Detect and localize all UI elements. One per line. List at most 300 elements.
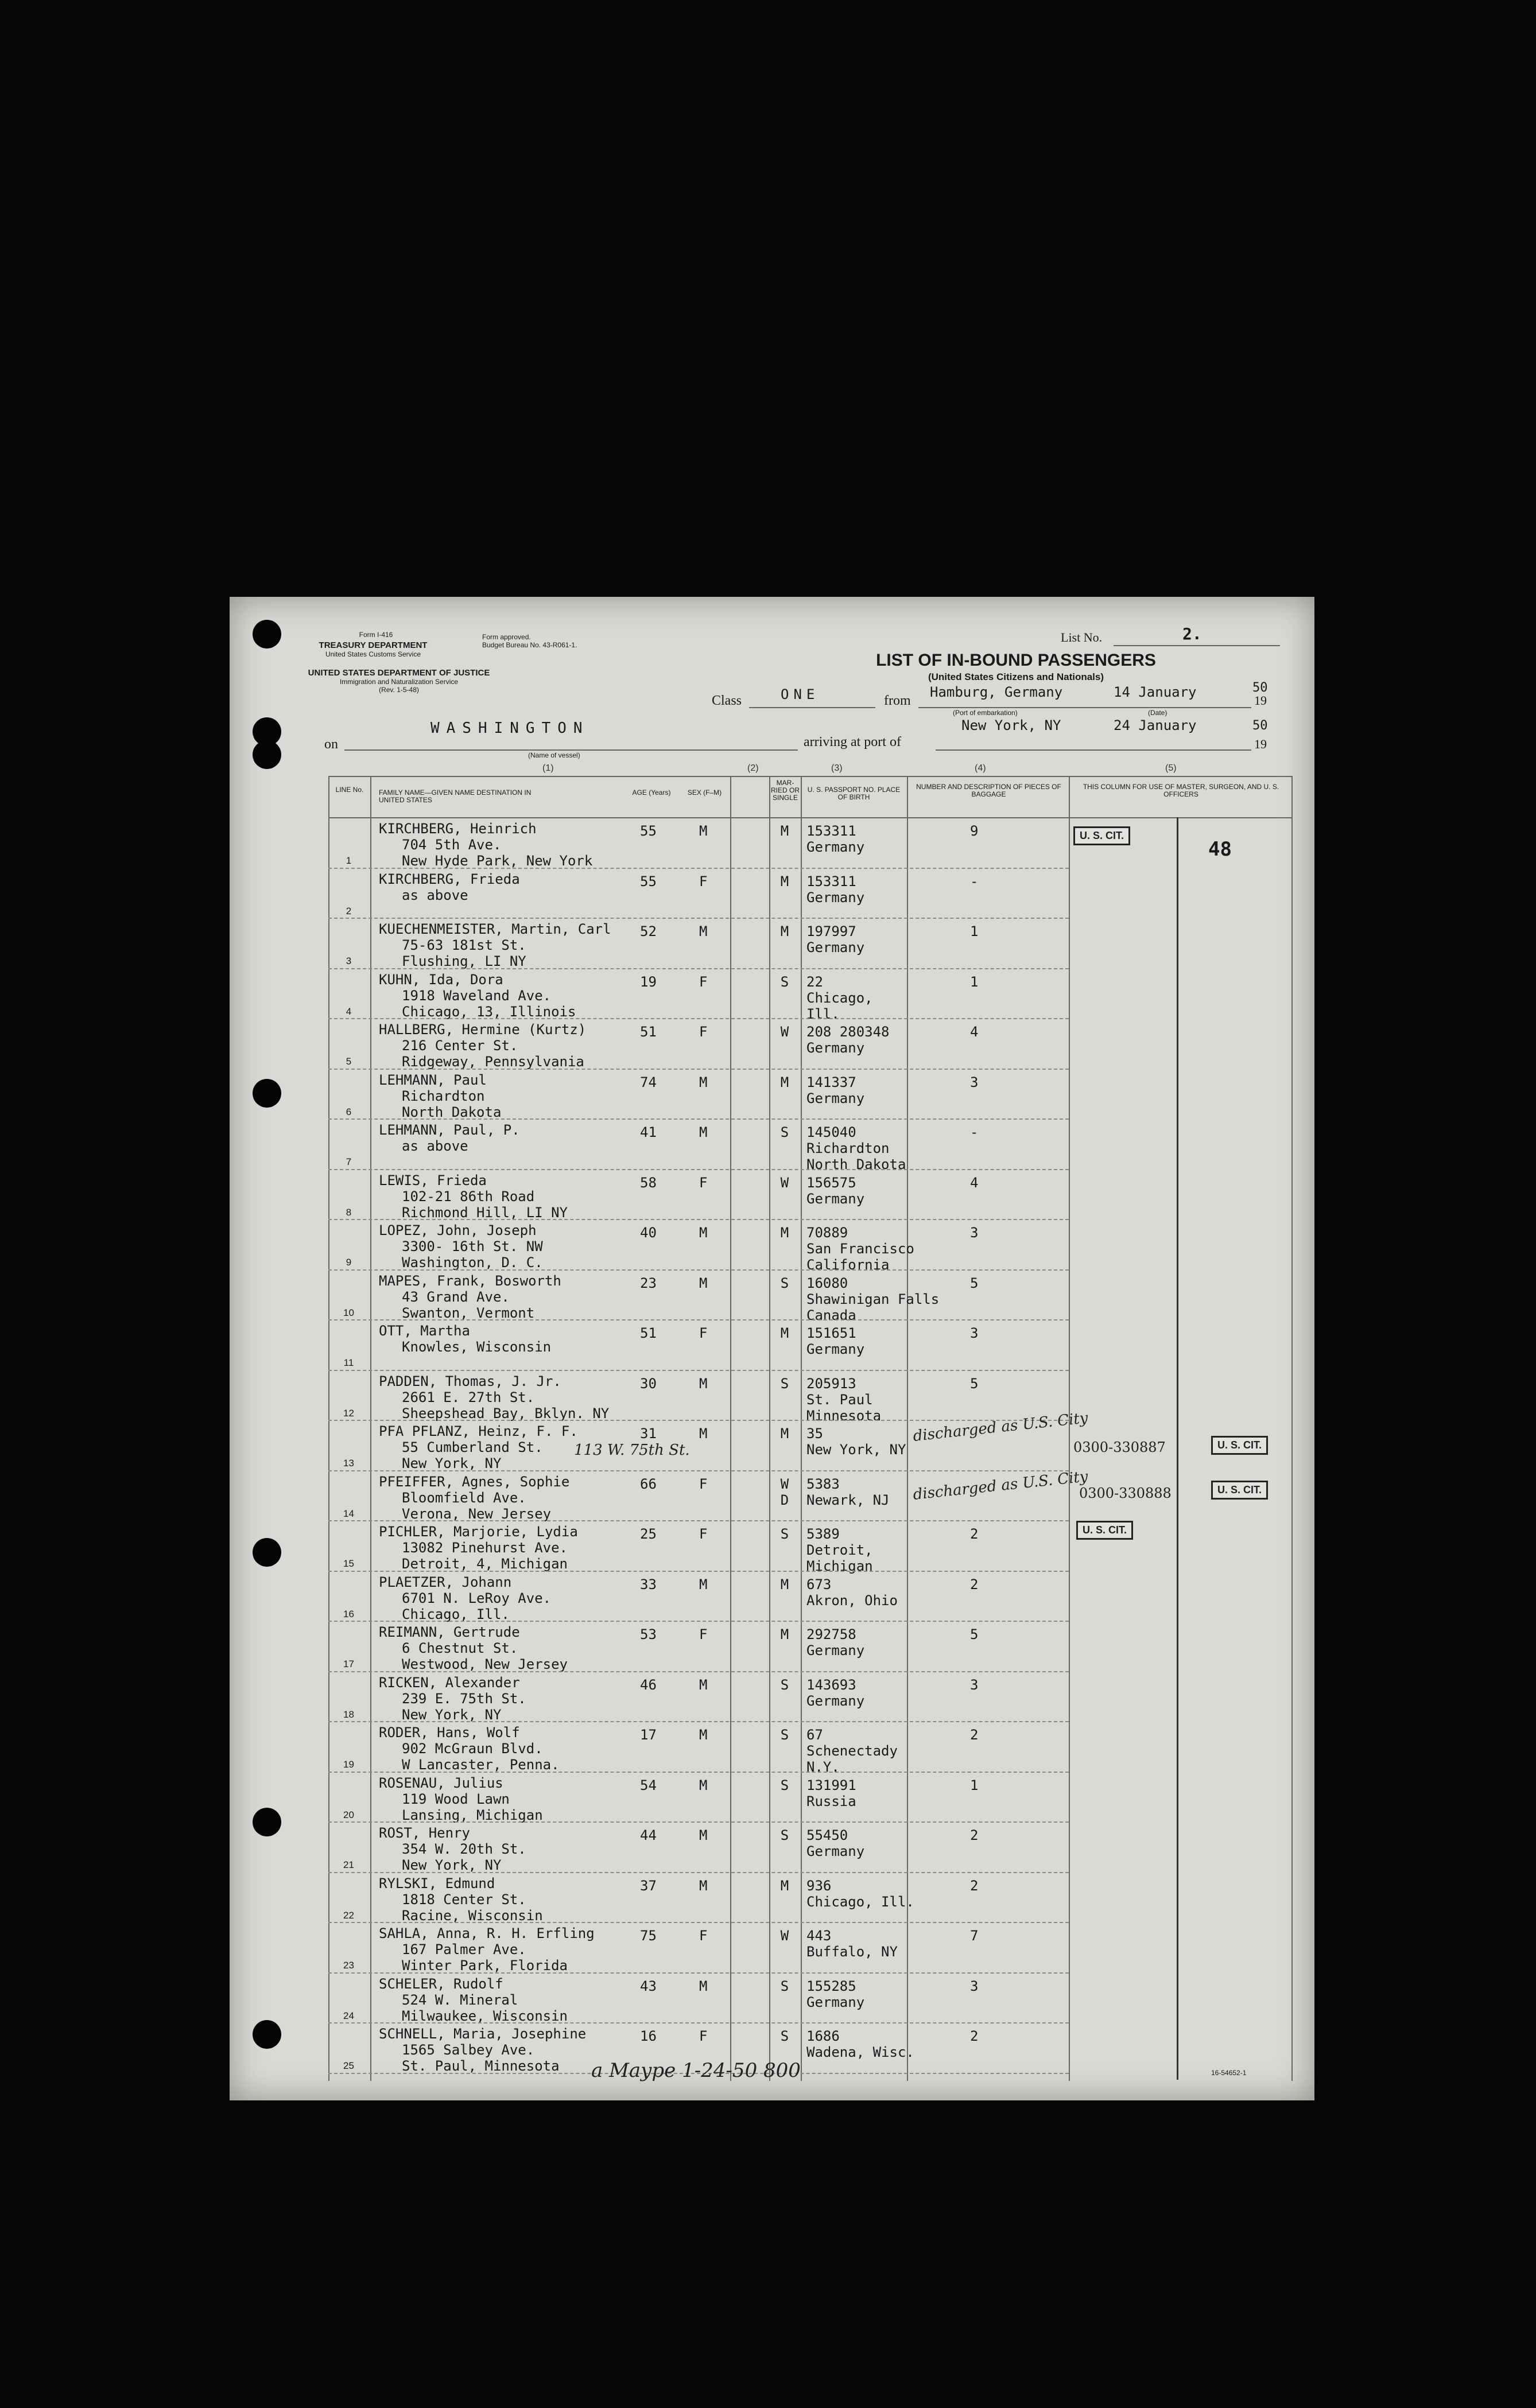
passenger-name: KUHN, Ida, Dora bbox=[379, 971, 503, 988]
header-name: FAMILY NAME—GIVEN NAME DESTINATION IN UNITED STATES bbox=[379, 789, 532, 804]
col-rule bbox=[801, 776, 802, 2081]
file-number-1: 0300-330887 bbox=[1073, 1439, 1166, 1455]
col-rule bbox=[370, 776, 371, 2081]
destination-line: 3300- 16th St. NW bbox=[402, 1238, 543, 1255]
baggage-count: 5 bbox=[970, 1375, 979, 1392]
marital-status: M bbox=[780, 923, 789, 939]
col-rule bbox=[1291, 776, 1293, 2081]
baggage-count: 3 bbox=[970, 1978, 979, 1994]
baggage-count: 7 bbox=[970, 1928, 979, 1944]
line-number: 17 bbox=[343, 1659, 354, 1669]
row-divider bbox=[328, 868, 1069, 869]
destination-line: North Dakota bbox=[402, 1104, 502, 1120]
row-divider bbox=[328, 1069, 1069, 1070]
destination-line: as above bbox=[402, 887, 468, 903]
passport-number: 151651 bbox=[806, 1325, 856, 1341]
marital-status: W bbox=[780, 1174, 789, 1191]
row-divider bbox=[328, 1319, 1069, 1320]
baggage-count: 3 bbox=[970, 1325, 979, 1341]
sex: F bbox=[699, 1928, 708, 1944]
row-divider bbox=[328, 1821, 1069, 1823]
place-of-birth: Germany bbox=[806, 939, 865, 956]
age: 23 bbox=[640, 1275, 657, 1291]
destination-line: St. Paul, Minnesota bbox=[402, 2058, 560, 2074]
destination-line: 2661 E. 27th St. bbox=[402, 1389, 535, 1405]
destination-line: 1918 Waveland Ave. bbox=[402, 987, 552, 1004]
passenger-name: PICHLER, Marjorie, Lydia bbox=[379, 1524, 578, 1540]
marital-status: W D bbox=[780, 1475, 789, 1508]
destination-line: Richardton bbox=[402, 1088, 485, 1104]
file-number-2: 0300-330888 bbox=[1079, 1485, 1172, 1501]
sex: F bbox=[699, 973, 708, 990]
place-of-birth: Detroit, bbox=[806, 1542, 873, 1558]
baggage-count: 3 bbox=[970, 1676, 979, 1693]
passenger-name: SCHELER, Rudolf bbox=[379, 1975, 503, 1992]
place-of-birth: Buffalo, NY bbox=[806, 1944, 898, 1960]
place-of-birth: Germany bbox=[806, 1190, 865, 1207]
row-divider bbox=[328, 1219, 1069, 1220]
destination-line: 239 E. 75th St. bbox=[402, 1690, 526, 1707]
marital-status: S bbox=[780, 1777, 789, 1793]
header-line-no: LINE No. bbox=[335, 786, 364, 794]
baggage-count: 2 bbox=[970, 1827, 979, 1843]
line-number: 18 bbox=[343, 1708, 354, 1720]
sex: F bbox=[699, 1475, 708, 1492]
passport-number: 197997 bbox=[806, 923, 856, 939]
age: 55 bbox=[640, 873, 657, 890]
passenger-name: KIRCHBERG, Frieda bbox=[379, 871, 520, 887]
on-label: on bbox=[324, 737, 338, 752]
destination-line: Bloomfield Ave. bbox=[402, 1489, 526, 1506]
sex: F bbox=[699, 1526, 708, 1542]
line-number: 1 bbox=[346, 855, 352, 866]
place-of-birth: Germany bbox=[806, 839, 865, 855]
date-caption: (Date) bbox=[1148, 709, 1167, 717]
baggage-count: 2 bbox=[970, 2028, 979, 2044]
baggage-count: 1 bbox=[970, 973, 979, 990]
place-of-birth: Germany bbox=[806, 1642, 865, 1659]
marital-status: M bbox=[780, 873, 789, 890]
age: 51 bbox=[640, 1024, 657, 1040]
baggage-count: 2 bbox=[970, 1526, 979, 1542]
col-rule bbox=[769, 776, 770, 2081]
arrival-port: New York, NY bbox=[961, 717, 1061, 733]
passenger-name: PADDEN, Thomas, J. Jr. bbox=[379, 1373, 561, 1389]
treasury-department: TREASURY DEPARTMENT bbox=[319, 640, 428, 650]
list-no-rule bbox=[1114, 645, 1280, 646]
place-of-birth: Russia bbox=[806, 1793, 856, 1809]
line-number: 15 bbox=[343, 1558, 354, 1569]
baggage-count: 2 bbox=[970, 1576, 979, 1593]
passenger-name: LEWIS, Frieda bbox=[379, 1172, 487, 1189]
destination-line: New York, NY bbox=[402, 1706, 502, 1723]
passenger-name: PLAETZER, Johann bbox=[379, 1574, 512, 1590]
destination-line: 13082 Pinehurst Ave. bbox=[402, 1540, 568, 1556]
handwritten-discharged-2: discharged as U.S. City bbox=[912, 1468, 1089, 1504]
list-no-label: List No. bbox=[1061, 630, 1103, 644]
place-of-birth: Wadena, Wisc. bbox=[806, 2044, 914, 2060]
handwritten-address: 113 W. 75th St. bbox=[574, 1442, 690, 1459]
handwritten-signature-note: a Maype 1-24-50 800 bbox=[591, 2059, 801, 2082]
passenger-name: RYLSKI, Edmund bbox=[379, 1875, 495, 1892]
line-number: 23 bbox=[343, 1960, 354, 1971]
place-of-birth: Canada bbox=[806, 1307, 856, 1323]
marital-status: S bbox=[780, 1978, 789, 1994]
marital-status: M bbox=[780, 1074, 789, 1090]
destination-line: 1565 Salbey Ave. bbox=[402, 2042, 535, 2058]
us-cit-stamp: U. S. CIT. bbox=[1073, 826, 1130, 845]
line-number: 24 bbox=[343, 2010, 354, 2021]
passenger-name: SAHLA, Anna, R. H. Erfling bbox=[379, 1925, 595, 1941]
age: 25 bbox=[640, 1526, 657, 1542]
passport-number: 155285 bbox=[806, 1978, 856, 1994]
destination-line: 167 Palmer Ave. bbox=[402, 1941, 526, 1958]
sex: M bbox=[699, 1375, 708, 1392]
sex: M bbox=[699, 1827, 708, 1843]
place-of-birth: Germany bbox=[806, 1994, 865, 2010]
place-of-birth: Germany bbox=[806, 1843, 865, 1859]
row-divider bbox=[328, 1621, 1069, 1622]
class-label: Class bbox=[712, 693, 742, 708]
sex: F bbox=[699, 2028, 708, 2044]
destination-line: Winter Park, Florida bbox=[402, 1958, 568, 1974]
marital-status: M bbox=[780, 1877, 789, 1894]
port-embarkation-caption: (Port of embarkation) bbox=[953, 709, 1018, 717]
table-header-rule bbox=[328, 817, 1293, 818]
passport-number: 205913 bbox=[806, 1375, 856, 1392]
destination-line: 902 McGraun Blvd. bbox=[402, 1741, 543, 1757]
marital-status: S bbox=[780, 1526, 789, 1542]
baggage-count: - bbox=[970, 1124, 979, 1140]
age: 74 bbox=[640, 1074, 657, 1090]
passenger-name: LOPEZ, John, Joseph bbox=[379, 1222, 537, 1238]
sex: M bbox=[699, 1676, 708, 1693]
place-of-birth: Chicago, Ill. bbox=[806, 1893, 914, 1910]
line-number: 10 bbox=[343, 1307, 354, 1318]
line-number: 4 bbox=[346, 1005, 352, 1017]
marital-status: M bbox=[780, 1325, 789, 1341]
passenger-name: RODER, Hans, Wolf bbox=[379, 1725, 520, 1741]
line-number: 21 bbox=[343, 1859, 354, 1870]
age: 16 bbox=[640, 2028, 657, 2044]
line-number: 6 bbox=[346, 1106, 352, 1117]
row-divider bbox=[328, 1118, 1069, 1120]
passenger-name: HALLBERG, Hermine (Kurtz) bbox=[379, 1022, 587, 1038]
place-of-birth: New York, NY bbox=[806, 1442, 906, 1458]
passenger-name: KIRCHBERG, Heinrich bbox=[379, 821, 537, 837]
passport-number: 153311 bbox=[806, 873, 856, 890]
punch-hole bbox=[253, 1079, 281, 1108]
place-of-birth: N.Y. bbox=[806, 1759, 840, 1775]
marital-status: S bbox=[780, 2028, 789, 2044]
header-passport: U. S. PASSPORT NO. PLACE OF BIRTH bbox=[807, 786, 901, 801]
sex: F bbox=[699, 1626, 708, 1642]
passport-number: 936 bbox=[806, 1877, 832, 1894]
passenger-name: MAPES, Frank, Bosworth bbox=[379, 1272, 561, 1289]
arriving-label: arriving at port of bbox=[804, 735, 901, 749]
passport-number: 443 bbox=[806, 1928, 832, 1944]
destination-line: 43 Grand Ave. bbox=[402, 1288, 510, 1305]
age: 52 bbox=[640, 923, 657, 939]
passport-number: 16080 bbox=[806, 1275, 848, 1291]
destination-line: Knowles, Wisconsin bbox=[402, 1339, 552, 1355]
col-num-2: (2) bbox=[747, 763, 759, 773]
row-divider bbox=[328, 1269, 1069, 1271]
row-divider bbox=[328, 1872, 1069, 1873]
passenger-name: PFEIFFER, Agnes, Sophie bbox=[379, 1473, 570, 1490]
sex: M bbox=[699, 823, 708, 839]
passport-number: 22 bbox=[806, 973, 823, 990]
destination-line: New Hyde Park, New York bbox=[402, 853, 593, 869]
destination-line: Washington, D. C. bbox=[402, 1255, 543, 1271]
destination-line: 75-63 181st St. bbox=[402, 937, 526, 953]
passport-number: 1686 bbox=[806, 2028, 840, 2044]
destination-line: Detroit, 4, Michigan bbox=[402, 1556, 568, 1572]
destination-line: 524 W. Mineral bbox=[402, 1991, 518, 2008]
row-divider bbox=[328, 1721, 1069, 1722]
row-divider bbox=[328, 1520, 1069, 1521]
line-number: 20 bbox=[343, 1809, 354, 1820]
passenger-name: KUECHENMEISTER, Martin, Carl bbox=[379, 921, 611, 937]
us-cit-stamp: U. S. CIT. bbox=[1211, 1481, 1268, 1500]
sex: F bbox=[699, 1325, 708, 1341]
us-cit-stamp: U. S. CIT. bbox=[1211, 1436, 1268, 1455]
passport-number: 70889 bbox=[806, 1225, 848, 1241]
sex: M bbox=[699, 1727, 708, 1743]
form-title: LIST OF IN-BOUND PASSENGERS bbox=[876, 651, 1156, 670]
row-divider bbox=[328, 1972, 1069, 1974]
from-label: from bbox=[884, 693, 911, 708]
baggage-count: 2 bbox=[970, 1877, 979, 1894]
passport-number: 55450 bbox=[806, 1827, 848, 1843]
passport-number: 35 bbox=[806, 1426, 823, 1442]
passport-number: 208 280348 bbox=[806, 1024, 890, 1040]
passenger-name: ROST, Henry bbox=[379, 1825, 470, 1841]
form-subtitle: (United States Citizens and Nationals) bbox=[928, 671, 1104, 682]
vessel-rule bbox=[344, 749, 798, 751]
officer-column-rule bbox=[1177, 817, 1178, 2080]
vessel-name: WASHINGTON bbox=[430, 720, 589, 737]
sex: M bbox=[699, 1777, 708, 1793]
year-prefix-2: 19 bbox=[1254, 737, 1267, 751]
handwritten-discharged-1: discharged as U.S. City bbox=[912, 1409, 1089, 1445]
baggage-count: 5 bbox=[970, 1626, 979, 1642]
marital-status: S bbox=[780, 1275, 789, 1291]
place-of-birth: Germany bbox=[806, 1090, 865, 1106]
place-of-birth: Akron, Ohio bbox=[806, 1592, 898, 1609]
age: 55 bbox=[640, 823, 657, 839]
passport-number: 67 bbox=[806, 1727, 823, 1743]
row-divider bbox=[328, 2022, 1069, 2024]
immigration-service: Immigration and Naturalization Service bbox=[339, 678, 459, 686]
line-number: 19 bbox=[343, 1759, 354, 1770]
baggage-count: 4 bbox=[970, 1024, 979, 1040]
col-num-3: (3) bbox=[831, 763, 843, 773]
departure-year: 50 bbox=[1252, 681, 1268, 695]
age: 17 bbox=[640, 1727, 657, 1743]
customs-service: United States Customs Service bbox=[325, 650, 421, 658]
age: 31 bbox=[640, 1426, 657, 1442]
passport-number: 156575 bbox=[806, 1174, 856, 1191]
sex: M bbox=[699, 1978, 708, 1994]
age: 54 bbox=[640, 1777, 657, 1793]
marital-status: M bbox=[780, 1225, 789, 1241]
sex: F bbox=[699, 1024, 708, 1040]
header-sex: SEX (F–M) bbox=[687, 789, 722, 797]
row-divider bbox=[328, 1772, 1069, 1773]
age: 53 bbox=[640, 1626, 657, 1642]
class-rule bbox=[749, 707, 875, 708]
col-rule bbox=[907, 776, 908, 2081]
row-divider bbox=[328, 1671, 1069, 1672]
destination-line: Chicago, Ill. bbox=[402, 1606, 510, 1622]
baggage-count: 5 bbox=[970, 1275, 979, 1291]
destination-line: Swanton, Vermont bbox=[402, 1304, 535, 1321]
place-of-birth: Michigan bbox=[806, 1558, 873, 1574]
departure-date: 14 January bbox=[1114, 684, 1197, 700]
header-age: AGE (Years) bbox=[632, 789, 671, 797]
marital-status: S bbox=[780, 973, 789, 990]
passport-number: 145040 bbox=[806, 1124, 856, 1140]
destination-line: Flushing, LI NY bbox=[402, 953, 526, 969]
sex: M bbox=[699, 1576, 708, 1593]
age: 37 bbox=[640, 1877, 657, 1894]
line-number: 7 bbox=[346, 1156, 352, 1167]
passport-number: 5389 bbox=[806, 1526, 840, 1542]
row-divider bbox=[328, 1370, 1069, 1371]
age: 66 bbox=[640, 1475, 657, 1492]
col-num-4: (4) bbox=[975, 763, 986, 773]
marital-status: S bbox=[780, 1375, 789, 1392]
baggage-count: 3 bbox=[970, 1074, 979, 1090]
header-married: MAR-RIED OR SINGLE bbox=[770, 779, 800, 802]
baggage-count: 1 bbox=[970, 1777, 979, 1793]
place-of-birth: Shawinigan Falls bbox=[806, 1291, 940, 1307]
destination-line: Westwood, New Jersey bbox=[402, 1656, 568, 1672]
row-divider bbox=[328, 1018, 1069, 1019]
passenger-name: REIMANN, Gertrude bbox=[379, 1624, 520, 1640]
place-of-birth: Schenectady bbox=[806, 1743, 898, 1759]
line-number: 11 bbox=[343, 1357, 354, 1368]
destination-line: W Lancaster, Penna. bbox=[402, 1757, 560, 1773]
destination-line: New York, NY bbox=[402, 1455, 502, 1471]
age: 51 bbox=[640, 1325, 657, 1341]
line-number: 3 bbox=[346, 956, 352, 966]
destination-line: Racine, Wisconsin bbox=[402, 1907, 543, 1924]
budget-bureau: Budget Bureau No. 43-R061-1. bbox=[482, 641, 577, 649]
col-num-1: (1) bbox=[542, 763, 554, 773]
year-prefix-1: 19 bbox=[1254, 693, 1267, 708]
us-cit-stamp: U. S. CIT. bbox=[1076, 1521, 1133, 1540]
col-rule bbox=[328, 776, 329, 2081]
table-top-rule bbox=[328, 776, 1293, 777]
passenger-name: ROSENAU, Julius bbox=[379, 1774, 503, 1791]
punch-hole bbox=[253, 1538, 281, 1567]
from-rule bbox=[918, 707, 1251, 708]
place-of-birth: Germany bbox=[806, 1040, 865, 1056]
age: 19 bbox=[640, 973, 657, 990]
age: 40 bbox=[640, 1225, 657, 1241]
line-number: 25 bbox=[343, 2060, 354, 2071]
baggage-count: 9 bbox=[970, 823, 979, 839]
line-number: 22 bbox=[343, 1909, 354, 1921]
destination-line: 102-21 86th Road bbox=[402, 1188, 535, 1205]
line-number: 5 bbox=[346, 1056, 352, 1067]
marital-status: S bbox=[780, 1676, 789, 1693]
age: 58 bbox=[640, 1174, 657, 1191]
line-number: 14 bbox=[343, 1508, 354, 1519]
destination-line: 216 Center St. bbox=[402, 1038, 518, 1054]
place-of-birth: Germany bbox=[806, 1341, 865, 1357]
class-value: ONE bbox=[781, 686, 820, 702]
passport-number: 673 bbox=[806, 1576, 832, 1593]
place-of-birth: Germany bbox=[806, 889, 865, 906]
passenger-name: LEHMANN, Paul, P. bbox=[379, 1122, 520, 1138]
destination-line: 6 Chestnut St. bbox=[402, 1640, 518, 1656]
place-of-birth: Germany bbox=[806, 1692, 865, 1709]
row-divider bbox=[328, 1420, 1069, 1421]
passport-number: 153311 bbox=[806, 823, 856, 839]
baggage-count: - bbox=[970, 873, 979, 890]
passenger-name: PFA PFLANZ, Heinz, F. F. bbox=[379, 1423, 578, 1439]
place-of-birth: St. Paul bbox=[806, 1391, 873, 1408]
sex: M bbox=[699, 1074, 708, 1090]
line-number: 8 bbox=[346, 1206, 352, 1218]
place-of-birth: Ill. bbox=[806, 1005, 840, 1022]
baggage-count: 3 bbox=[970, 1225, 979, 1241]
row-divider bbox=[328, 1922, 1069, 1923]
row-divider bbox=[328, 1470, 1069, 1471]
destination-line: 55 Cumberland St. bbox=[402, 1439, 543, 1455]
place-of-birth: Newark, NJ bbox=[806, 1492, 890, 1508]
marital-status: M bbox=[780, 823, 789, 839]
passport-number: 141337 bbox=[806, 1074, 856, 1090]
header-officers: THIS COLUMN FOR USE OF MASTER, SURGEON, AND U. S. OFFICERS bbox=[1083, 783, 1279, 798]
baggage-count: 4 bbox=[970, 1174, 979, 1191]
passenger-name: SCHNELL, Maria, Josephine bbox=[379, 2026, 587, 2042]
marital-status: S bbox=[780, 1827, 789, 1843]
passenger-name: OTT, Martha bbox=[379, 1323, 470, 1339]
destination-line: Richmond Hill, LI NY bbox=[402, 1204, 568, 1221]
passport-number: 5383 bbox=[806, 1475, 840, 1492]
line-number: 2 bbox=[346, 905, 352, 916]
place-of-birth: California bbox=[806, 1257, 890, 1273]
line-number: 16 bbox=[343, 1608, 354, 1619]
destination-line: 119 Wood Lawn bbox=[402, 1791, 510, 1807]
age: 41 bbox=[640, 1124, 657, 1140]
marital-status: W bbox=[780, 1024, 789, 1040]
punch-hole bbox=[253, 620, 281, 648]
age: 46 bbox=[640, 1676, 657, 1693]
row-divider bbox=[328, 968, 1069, 969]
sex: M bbox=[699, 1124, 708, 1140]
row-divider bbox=[328, 1571, 1069, 1572]
sex: M bbox=[699, 1275, 708, 1291]
age: 30 bbox=[640, 1375, 657, 1392]
sex: M bbox=[699, 1426, 708, 1442]
line-number: 13 bbox=[343, 1458, 354, 1469]
form-number: Form I-416 bbox=[359, 631, 393, 639]
passport-number: 292758 bbox=[806, 1626, 856, 1642]
from-port: Hamburg, Germany bbox=[930, 684, 1063, 700]
punch-hole bbox=[253, 740, 281, 769]
place-of-birth: San Francisco bbox=[806, 1241, 914, 1257]
department-of-justice: UNITED STATES DEPARTMENT OF JUSTICE bbox=[308, 668, 490, 678]
place-of-birth: Richardton bbox=[806, 1140, 890, 1156]
place-of-birth: North Dakota bbox=[806, 1156, 906, 1172]
arrival-rule bbox=[936, 749, 1251, 751]
age: 75 bbox=[640, 1928, 657, 1944]
